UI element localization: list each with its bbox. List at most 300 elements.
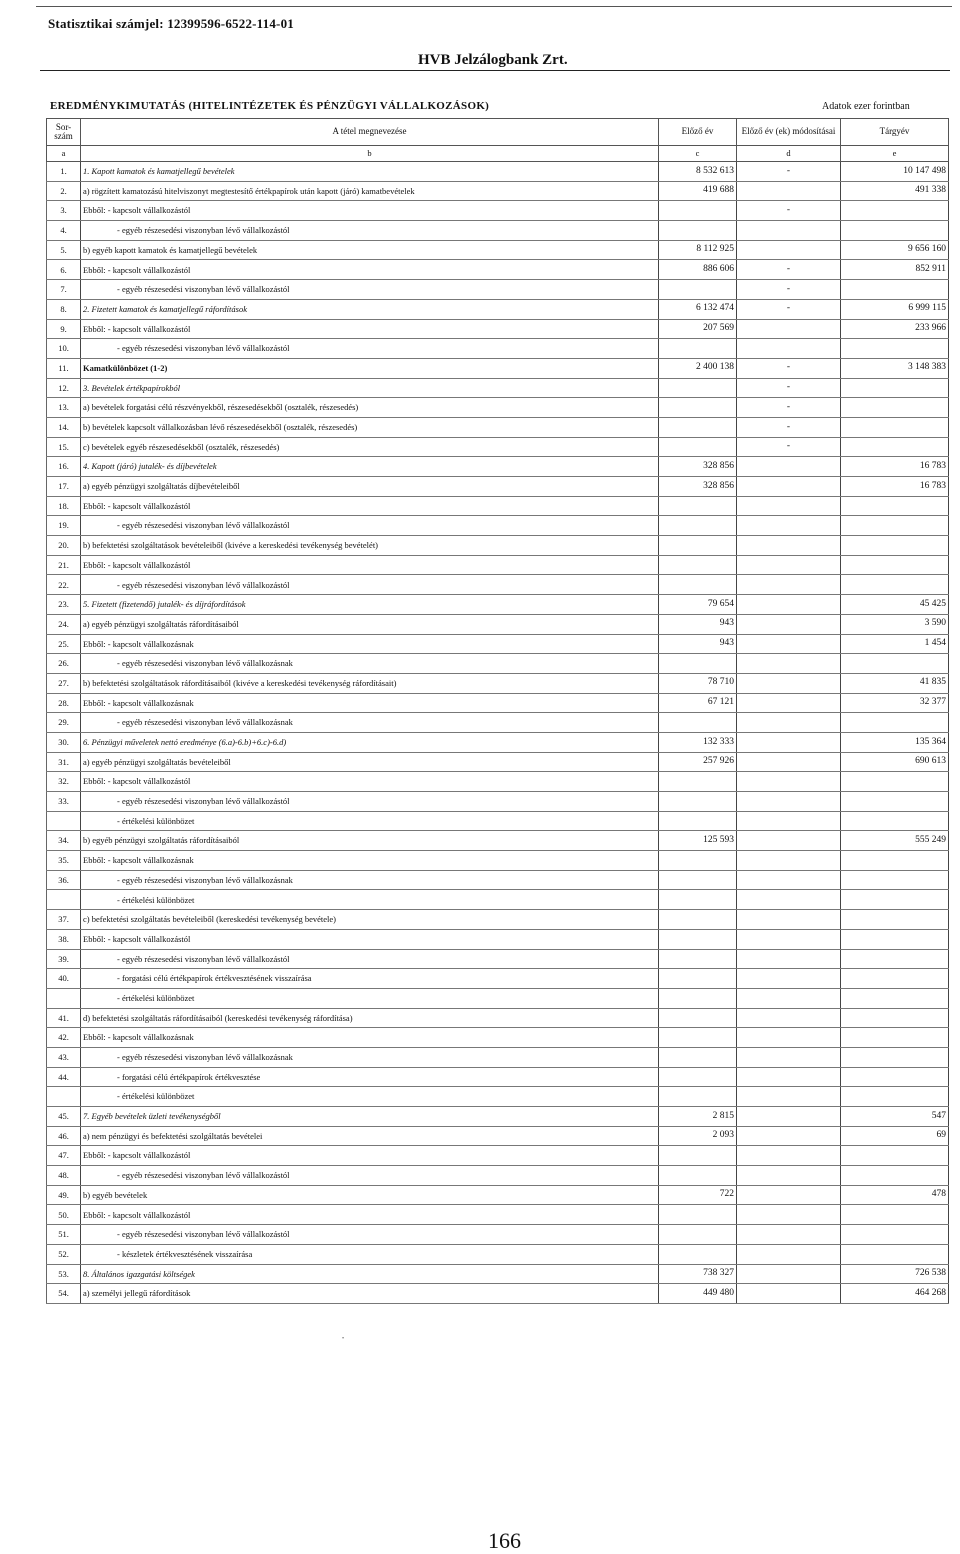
table-row <box>47 299 949 319</box>
row-number: 25. <box>47 634 81 654</box>
current-year-value <box>841 339 949 359</box>
row-description: - egyéb részesedési viszonyban lévő vállalkozástól <box>81 1166 659 1186</box>
table-row <box>47 693 949 713</box>
prev-year-value: 2 093 <box>659 1126 737 1146</box>
column-letter-row <box>47 146 949 162</box>
current-year-value: 6 999 115 <box>841 299 949 319</box>
current-year-value: 233 966 <box>841 319 949 339</box>
table-row <box>47 1047 949 1067</box>
prev-year-value <box>659 1067 737 1087</box>
table-row <box>47 437 949 457</box>
current-year-value <box>841 378 949 398</box>
table-row <box>47 162 949 182</box>
row-description: Ebből: - kapcsolt vállalkozástól <box>81 1146 659 1166</box>
prior-modification-value <box>737 1126 841 1146</box>
row-description: - egyéb részesedési viszonyban lévő vállalkozástól <box>81 1225 659 1245</box>
row-description: - forgatási célú értékpapírok értékvesztésének visszaírása <box>81 969 659 989</box>
table-row <box>47 339 949 359</box>
current-year-value: 16 783 <box>841 477 949 497</box>
row-number: 1. <box>47 162 81 182</box>
prior-modification-value <box>737 713 841 733</box>
prev-year-value: 132 333 <box>659 732 737 752</box>
prev-year-value <box>659 496 737 516</box>
table-row <box>47 319 949 339</box>
prior-modification-value <box>737 1067 841 1087</box>
prior-modification-value <box>737 555 841 575</box>
prev-year-value <box>659 280 737 300</box>
prev-year-value <box>659 378 737 398</box>
row-number: 31. <box>47 752 81 772</box>
prior-modification-value: - <box>737 280 841 300</box>
row-description: a) rögzített kamatozású hitelviszonyt megtestesítő értékpapírok után kapott (járó) kamatbevételek <box>81 181 659 201</box>
row-description: 5. Fizetett (fizetendő) jutalék- és díjráfordítások <box>81 595 659 615</box>
table-row <box>47 181 949 201</box>
table-row <box>47 929 949 949</box>
prev-year-value: 78 710 <box>659 673 737 693</box>
table-row <box>47 1087 949 1107</box>
table-row <box>47 1205 949 1225</box>
table-row <box>47 1008 949 1028</box>
prior-modification-value <box>737 949 841 969</box>
prior-modification-value: - <box>737 201 841 221</box>
table-row <box>47 240 949 260</box>
row-number: 34. <box>47 831 81 851</box>
row-description: b) bevételek kapcsolt vállalkozásban lévő részesedésekből (osztalék, részesedés) <box>81 417 659 437</box>
prior-modification-value: - <box>737 260 841 280</box>
prior-modification-value <box>737 732 841 752</box>
row-number: 27. <box>47 673 81 693</box>
current-year-value <box>841 1087 949 1107</box>
table-row <box>47 1166 949 1186</box>
row-description: c) bevételek egyéb részesedésekből (osztalék, részesedés) <box>81 437 659 457</box>
prev-year-value <box>659 516 737 536</box>
prior-modification-value <box>737 595 841 615</box>
current-year-value <box>841 221 949 241</box>
current-year-value <box>841 969 949 989</box>
table-row <box>47 398 949 418</box>
row-number: 37. <box>47 910 81 930</box>
prev-year-value <box>659 221 737 241</box>
row-number: 52. <box>47 1244 81 1264</box>
header-rule <box>40 70 950 71</box>
prev-year-value <box>659 339 737 359</box>
table-row <box>47 280 949 300</box>
row-number: 12. <box>47 378 81 398</box>
row-description: 1. Kapott kamatok és kamatjellegű bevételek <box>81 162 659 182</box>
col-letter-mod: d <box>737 146 841 162</box>
table-row <box>47 516 949 536</box>
row-description: - egyéb részesedési viszonyban lévő vállalkozásnak <box>81 870 659 890</box>
row-description: - értékelési különbözet <box>81 811 659 831</box>
row-number: 7. <box>47 280 81 300</box>
prior-modification-value <box>737 575 841 595</box>
row-number: 10. <box>47 339 81 359</box>
table-row <box>47 555 949 575</box>
row-number: 54. <box>47 1284 81 1304</box>
table-row <box>47 1264 949 1284</box>
current-year-value: 464 268 <box>841 1284 949 1304</box>
table-row <box>47 1185 949 1205</box>
prior-modification-value <box>737 870 841 890</box>
table-row <box>47 870 949 890</box>
prev-year-value <box>659 536 737 556</box>
row-number: 43. <box>47 1047 81 1067</box>
prev-year-value <box>659 201 737 221</box>
prior-modification-value <box>737 1028 841 1048</box>
prev-year-value <box>659 1146 737 1166</box>
row-description: Ebből: - kapcsolt vállalkozásnak <box>81 851 659 871</box>
row-description: 8. Általános igazgatási költségek <box>81 1264 659 1284</box>
table-row <box>47 654 949 674</box>
prev-year-value: 257 926 <box>659 752 737 772</box>
current-year-value <box>841 1028 949 1048</box>
table-row <box>47 1244 949 1264</box>
col-letter-prev: c <box>659 146 737 162</box>
table-row <box>47 575 949 595</box>
current-year-value <box>841 555 949 575</box>
row-number <box>47 890 81 910</box>
column-header-row <box>47 119 949 146</box>
current-year-value <box>841 1205 949 1225</box>
row-number: 51. <box>47 1225 81 1245</box>
row-description: - értékelési különbözet <box>81 1087 659 1107</box>
income-statement-table <box>46 118 949 1304</box>
prior-modification-value: - <box>737 398 841 418</box>
row-number: 49. <box>47 1185 81 1205</box>
prior-modification-value <box>737 221 841 241</box>
prev-year-value: 8 112 925 <box>659 240 737 260</box>
row-description: - forgatási célú értékpapírok értékvesztése <box>81 1067 659 1087</box>
prior-modification-value <box>737 1008 841 1028</box>
prev-year-value: 943 <box>659 614 737 634</box>
row-number: 5. <box>47 240 81 260</box>
table-row <box>47 1028 949 1048</box>
table-row <box>47 792 949 812</box>
prior-modification-value <box>737 516 841 536</box>
col-letter-no: a <box>47 146 81 162</box>
current-year-value <box>841 1166 949 1186</box>
row-number: 11. <box>47 358 81 378</box>
table-row <box>47 614 949 634</box>
prior-modification-value <box>737 1264 841 1284</box>
row-number: 3. <box>47 201 81 221</box>
prior-modification-value <box>737 536 841 556</box>
table-row <box>47 477 949 497</box>
row-description: a) egyéb pénzügyi szolgáltatás díjbevételeiből <box>81 477 659 497</box>
prior-modification-value <box>737 693 841 713</box>
statement-title: EREDMÉNYKIMUTATÁS (HITELINTÉZETEK ÉS PÉNZÜGYI VÁLLALKOZÁSOK) <box>50 100 490 112</box>
current-year-value <box>841 496 949 516</box>
row-number: 40. <box>47 969 81 989</box>
prev-year-value <box>659 654 737 674</box>
prev-year-value <box>659 1205 737 1225</box>
row-number: 46. <box>47 1126 81 1146</box>
prior-modification-value <box>737 1146 841 1166</box>
current-year-value: 478 <box>841 1185 949 1205</box>
prior-modification-value <box>737 969 841 989</box>
prior-modification-value <box>737 1047 841 1067</box>
table-row <box>47 1067 949 1087</box>
col-header-no: Sor-szám <box>47 119 81 146</box>
row-description: Kamatkülönbözet (1-2) <box>81 358 659 378</box>
current-year-value <box>841 654 949 674</box>
row-number: 32. <box>47 772 81 792</box>
prev-year-value <box>659 792 737 812</box>
prior-modification-value: - <box>737 299 841 319</box>
prior-modification-value <box>737 673 841 693</box>
row-number <box>47 1087 81 1107</box>
prior-modification-value <box>737 1225 841 1245</box>
current-year-value <box>841 1244 949 1264</box>
current-year-value <box>841 811 949 831</box>
row-description: - egyéb részesedési viszonyban lévő vállalkozásnak <box>81 1047 659 1067</box>
row-number: 23. <box>47 595 81 615</box>
current-year-value: 491 338 <box>841 181 949 201</box>
row-description: 7. Egyéb bevételek üzleti tevékenységből <box>81 1107 659 1127</box>
row-description: - készletek értékvesztésének visszaírása <box>81 1244 659 1264</box>
table-row <box>47 673 949 693</box>
table-row <box>47 496 949 516</box>
prev-year-value <box>659 1028 737 1048</box>
prev-year-value: 125 593 <box>659 831 737 851</box>
prev-year-value <box>659 910 737 930</box>
row-description: c) befektetési szolgáltatás bevételeiből (kereskedési tevékenység bevétele) <box>81 910 659 930</box>
row-description: a) személyi jellegű ráfordítások <box>81 1284 659 1304</box>
prev-year-value: 328 856 <box>659 457 737 477</box>
row-number <box>47 811 81 831</box>
row-description: Ebből: - kapcsolt vállalkozásnak <box>81 693 659 713</box>
current-year-value <box>841 772 949 792</box>
row-number: 8. <box>47 299 81 319</box>
current-year-value: 547 <box>841 1107 949 1127</box>
table-row <box>47 969 949 989</box>
row-description: - egyéb részesedési viszonyban lévő vállalkozástól <box>81 280 659 300</box>
current-year-value <box>841 1146 949 1166</box>
row-description: Ebből: - kapcsolt vállalkozástól <box>81 319 659 339</box>
row-number: 17. <box>47 477 81 497</box>
current-year-value <box>841 1067 949 1087</box>
current-year-value: 9 656 160 <box>841 240 949 260</box>
prior-modification-value <box>737 929 841 949</box>
prior-modification-value <box>737 1284 841 1304</box>
row-number: 4. <box>47 221 81 241</box>
prior-modification-value <box>737 910 841 930</box>
table-row <box>47 1284 949 1304</box>
prior-modification-value: - <box>737 417 841 437</box>
prev-year-value: 79 654 <box>659 595 737 615</box>
current-year-value <box>841 437 949 457</box>
row-number: 30. <box>47 732 81 752</box>
current-year-value: 3 148 383 <box>841 358 949 378</box>
row-description: a) egyéb pénzügyi szolgáltatás bevételeiből <box>81 752 659 772</box>
row-description: d) befektetési szolgáltatás ráfordításaiból (kereskedési tevékenység ráfordítása) <box>81 1008 659 1028</box>
row-number: 24. <box>47 614 81 634</box>
current-year-value <box>841 713 949 733</box>
row-number: 29. <box>47 713 81 733</box>
table-row <box>47 457 949 477</box>
prior-modification-value <box>737 339 841 359</box>
col-header-prev: Előző év <box>659 119 737 146</box>
prev-year-value: 207 569 <box>659 319 737 339</box>
prior-modification-value <box>737 1205 841 1225</box>
row-number: 9. <box>47 319 81 339</box>
current-year-value: 45 425 <box>841 595 949 615</box>
table-body <box>47 162 949 1304</box>
row-number: 36. <box>47 870 81 890</box>
statistical-id: Statisztikai számjel: 12399596-6522-114-01 <box>48 16 294 31</box>
row-description: 3. Bevételek értékpapírokból <box>81 378 659 398</box>
prior-modification-value <box>737 634 841 654</box>
current-year-value <box>841 516 949 536</box>
row-number: 21. <box>47 555 81 575</box>
row-number: 41. <box>47 1008 81 1028</box>
current-year-value <box>841 792 949 812</box>
row-description: b) egyéb kapott kamatok és kamatjellegű bevételek <box>81 240 659 260</box>
prior-modification-value <box>737 1244 841 1264</box>
prev-year-value: 6 132 474 <box>659 299 737 319</box>
row-description: b) egyéb bevételek <box>81 1185 659 1205</box>
speck: • <box>342 1336 345 1342</box>
current-year-value <box>841 398 949 418</box>
row-description: Ebből: - kapcsolt vállalkozástól <box>81 201 659 221</box>
prev-year-value: 449 480 <box>659 1284 737 1304</box>
current-year-value: 16 783 <box>841 457 949 477</box>
prev-year-value: 943 <box>659 634 737 654</box>
current-year-value: 690 613 <box>841 752 949 772</box>
row-number: 14. <box>47 417 81 437</box>
row-description: a) egyéb pénzügyi szolgáltatás ráfordításaiból <box>81 614 659 634</box>
row-description: - értékelési különbözet <box>81 988 659 1008</box>
units-note: Adatok ezer forintban <box>822 101 910 112</box>
row-number: 26. <box>47 654 81 674</box>
row-description: Ebből: - kapcsolt vállalkozásnak <box>81 1028 659 1048</box>
table-row <box>47 1146 949 1166</box>
current-year-value: 555 249 <box>841 831 949 851</box>
prior-modification-value <box>737 614 841 634</box>
row-description: - egyéb részesedési viszonyban lévő vállalkozástól <box>81 221 659 241</box>
table-row <box>47 831 949 851</box>
prev-year-value <box>659 1087 737 1107</box>
row-number: 53. <box>47 1264 81 1284</box>
table-row <box>47 536 949 556</box>
prev-year-value <box>659 1166 737 1186</box>
prior-modification-value <box>737 752 841 772</box>
table-row <box>47 417 949 437</box>
row-number: 50. <box>47 1205 81 1225</box>
row-description: Ebből: - kapcsolt vállalkozástól <box>81 772 659 792</box>
prev-year-value: 2 400 138 <box>659 358 737 378</box>
row-number: 48. <box>47 1166 81 1186</box>
prior-modification-value <box>737 792 841 812</box>
current-year-value: 41 835 <box>841 673 949 693</box>
row-number: 16. <box>47 457 81 477</box>
prev-year-value <box>659 1244 737 1264</box>
row-description: a) nem pénzügyi és befektetési szolgáltatás bevételei <box>81 1126 659 1146</box>
row-description: Ebből: - kapcsolt vállalkozástól <box>81 929 659 949</box>
row-description: 4. Kapott (járó) jutalék- és díjbevételek <box>81 457 659 477</box>
current-year-value: 135 364 <box>841 732 949 752</box>
current-year-value <box>841 536 949 556</box>
row-number: 47. <box>47 1146 81 1166</box>
current-year-value <box>841 851 949 871</box>
row-number: 13. <box>47 398 81 418</box>
table-row <box>47 1225 949 1245</box>
prev-year-value <box>659 772 737 792</box>
current-year-value <box>841 890 949 910</box>
table-row <box>47 358 949 378</box>
col-header-mod: Előző év (ek) módosításai <box>737 119 841 146</box>
row-number: 18. <box>47 496 81 516</box>
prev-year-value <box>659 870 737 890</box>
prev-year-value: 8 532 613 <box>659 162 737 182</box>
table-row <box>47 772 949 792</box>
prior-modification-value <box>737 1107 841 1127</box>
prev-year-value <box>659 437 737 457</box>
table-row <box>47 910 949 930</box>
col-letter-desc: b <box>81 146 659 162</box>
prior-modification-value <box>737 1166 841 1186</box>
table-row <box>47 988 949 1008</box>
prev-year-value <box>659 890 737 910</box>
row-number: 44. <box>47 1067 81 1087</box>
prior-modification-value <box>737 240 841 260</box>
top-rule <box>36 6 952 7</box>
prev-year-value <box>659 1047 737 1067</box>
prev-year-value <box>659 555 737 575</box>
prior-modification-value: - <box>737 437 841 457</box>
current-year-value <box>841 988 949 1008</box>
col-header-curr: Tárgyév <box>841 119 949 146</box>
current-year-value <box>841 929 949 949</box>
table-row <box>47 890 949 910</box>
prev-year-value <box>659 929 737 949</box>
current-year-value: 1 454 <box>841 634 949 654</box>
table-row <box>47 752 949 772</box>
prev-year-value <box>659 988 737 1008</box>
prior-modification-value <box>737 851 841 871</box>
current-year-value: 10 147 498 <box>841 162 949 182</box>
current-year-value: 726 538 <box>841 1264 949 1284</box>
row-description: - értékelési különbözet <box>81 890 659 910</box>
row-number: 20. <box>47 536 81 556</box>
row-description: 6. Pénzügyi műveletek nettó eredménye (6.a)-6.b)+6.c)-6.d) <box>81 732 659 752</box>
row-number: 19. <box>47 516 81 536</box>
col-header-desc: A tétel megnevezése <box>81 119 659 146</box>
row-description: Ebből: - kapcsolt vállalkozástól <box>81 260 659 280</box>
row-description: - egyéb részesedési viszonyban lévő vállalkozástól <box>81 949 659 969</box>
prior-modification-value <box>737 831 841 851</box>
row-description: b) befektetési szolgáltatások bevételeiből (kivéve a kereskedési tevékenység bevételét) <box>81 536 659 556</box>
prev-year-value <box>659 1008 737 1028</box>
prior-modification-value <box>737 988 841 1008</box>
prev-year-value <box>659 713 737 733</box>
bank-name: HVB Jelzálogbank Zrt. <box>418 52 568 68</box>
current-year-value: 3 590 <box>841 614 949 634</box>
prev-year-value: 738 327 <box>659 1264 737 1284</box>
prior-modification-value <box>737 1087 841 1107</box>
prior-modification-value: - <box>737 162 841 182</box>
prev-year-value <box>659 398 737 418</box>
prev-year-value <box>659 575 737 595</box>
row-number: 45. <box>47 1107 81 1127</box>
table-row <box>47 378 949 398</box>
current-year-value <box>841 910 949 930</box>
row-description: - egyéb részesedési viszonyban lévő vállalkozástól <box>81 339 659 359</box>
row-description: a) bevételek forgatási célú részvényekből, részesedésekből (osztalék, részesedés) <box>81 398 659 418</box>
row-number <box>47 988 81 1008</box>
col-letter-curr: e <box>841 146 949 162</box>
row-number: 33. <box>47 792 81 812</box>
